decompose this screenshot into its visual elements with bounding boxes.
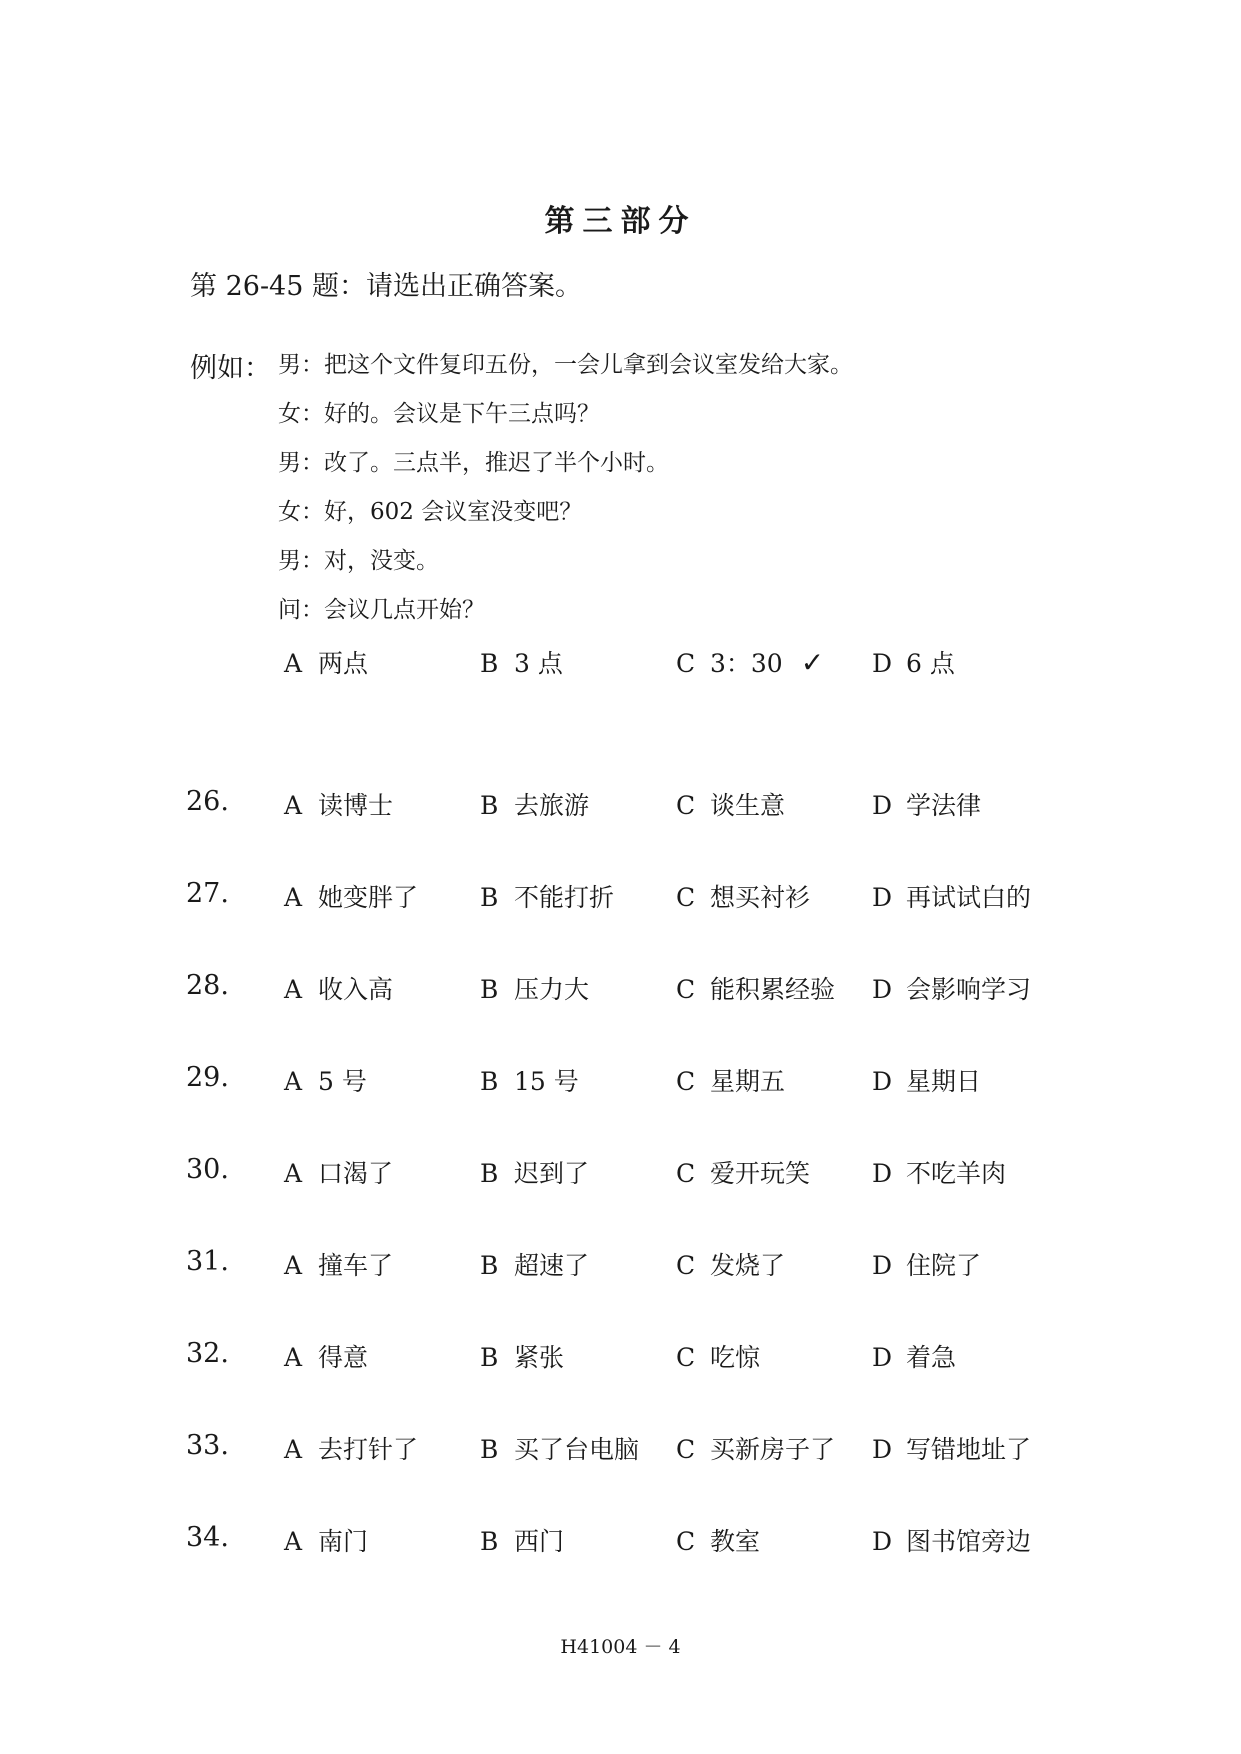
option-letter: D xyxy=(872,791,893,820)
option-text: 星期日 xyxy=(906,1067,982,1096)
option-text: 3：30 xyxy=(710,649,783,678)
option-text: 买新房子了 xyxy=(710,1435,836,1464)
question-list xyxy=(186,786,1086,1614)
option-letter: C xyxy=(676,975,696,1004)
dialogue-line: 女：好，602 会议室没变吧？ xyxy=(278,499,583,525)
option-text: 口渴了 xyxy=(318,1159,394,1188)
option-letter: B xyxy=(480,1435,499,1464)
answer-option-c[interactable] xyxy=(676,1430,835,1466)
answer-option-a[interactable] xyxy=(284,1246,393,1282)
option-letter: C xyxy=(676,1527,696,1556)
answer-option-b[interactable] xyxy=(480,878,614,914)
question-number: 30. xyxy=(186,1154,229,1185)
option-text: 她变胖了 xyxy=(318,883,419,912)
option-letter: C xyxy=(676,649,696,678)
option-text: 能积累经验 xyxy=(710,975,836,1004)
option-text: 发烧了 xyxy=(710,1251,786,1280)
option-text: 爱开玩笑 xyxy=(710,1159,811,1188)
question-row xyxy=(186,1522,1086,1614)
example-option-b[interactable] xyxy=(480,644,563,680)
option-text: 着急 xyxy=(906,1343,957,1372)
option-letter: D xyxy=(872,1251,893,1280)
question-number: 31. xyxy=(186,1246,229,1277)
option-letter: D xyxy=(872,649,893,678)
option-text: 两点 xyxy=(318,649,369,678)
option-letter: D xyxy=(872,975,893,1004)
option-letter: A xyxy=(284,975,303,1004)
option-text: 去打针了 xyxy=(318,1435,419,1464)
question-row xyxy=(186,1062,1086,1154)
example-dialogue xyxy=(278,350,853,644)
option-letter: A xyxy=(284,1251,303,1280)
option-text: 压力大 xyxy=(514,975,590,1004)
question-row xyxy=(186,1430,1086,1522)
option-letter: A xyxy=(284,1527,303,1556)
answer-option-d[interactable] xyxy=(872,1246,981,1282)
option-letter: B xyxy=(480,1251,499,1280)
option-text: 吃惊 xyxy=(710,1343,761,1372)
instruction-text: 第 26-45 题：请选出正确答案。 xyxy=(190,271,583,302)
answer-option-b[interactable] xyxy=(480,1430,639,1466)
option-letter: B xyxy=(480,1343,499,1372)
question-number: 32. xyxy=(186,1338,229,1369)
answer-option-c[interactable] xyxy=(676,786,785,822)
page-footer: H41004 － 4 xyxy=(560,1636,681,1658)
answer-option-c[interactable] xyxy=(676,970,835,1006)
option-text: 紧张 xyxy=(514,1343,565,1372)
question-number: 26. xyxy=(186,786,229,817)
option-text: 住院了 xyxy=(906,1251,982,1280)
dialogue-line: 女：好的。会议是下午三点吗？ xyxy=(278,401,600,427)
option-letter: A xyxy=(284,1159,303,1188)
option-text: 3 点 xyxy=(514,649,563,678)
example-option-a[interactable] xyxy=(284,644,368,680)
option-letter: C xyxy=(676,883,696,912)
option-text: 收入高 xyxy=(318,975,394,1004)
answer-option-c[interactable] xyxy=(676,1338,760,1374)
option-text: 想买衬衫 xyxy=(710,883,811,912)
option-letter: B xyxy=(480,649,499,678)
option-text: 迟到了 xyxy=(514,1159,590,1188)
answer-option-a[interactable] xyxy=(284,1522,368,1558)
option-letter: B xyxy=(480,1159,499,1188)
option-letter: D xyxy=(872,1343,893,1372)
answer-option-a[interactable] xyxy=(284,1062,367,1098)
option-letter: A xyxy=(284,883,303,912)
answer-option-a[interactable] xyxy=(284,1338,368,1374)
option-text: 图书馆旁边 xyxy=(906,1527,1032,1556)
answer-option-a[interactable] xyxy=(284,786,393,822)
dialogue-question: 问：会议几点开始？ xyxy=(278,597,485,623)
option-letter: B xyxy=(480,883,499,912)
option-letter: D xyxy=(872,1067,893,1096)
option-letter: B xyxy=(480,1527,499,1556)
option-text: 6 点 xyxy=(906,649,955,678)
answer-option-d[interactable] xyxy=(872,1154,1006,1190)
option-text: 再试试白的 xyxy=(906,883,1032,912)
question-row xyxy=(186,786,1086,878)
option-letter: D xyxy=(872,1435,893,1464)
question-number: 29. xyxy=(186,1062,229,1093)
option-text: 5 号 xyxy=(318,1067,367,1096)
question-number: 34. xyxy=(186,1522,229,1553)
option-text: 读博士 xyxy=(318,791,394,820)
option-letter: A xyxy=(284,1343,303,1372)
answer-option-a[interactable] xyxy=(284,1430,418,1466)
question-number: 28. xyxy=(186,970,229,1001)
answer-option-b[interactable] xyxy=(480,1154,589,1190)
option-letter: B xyxy=(480,791,499,820)
answer-option-b[interactable] xyxy=(480,1522,564,1558)
answer-option-c[interactable] xyxy=(676,1246,785,1282)
option-text: 星期五 xyxy=(710,1067,786,1096)
option-letter: A xyxy=(284,1435,303,1464)
answer-option-d[interactable] xyxy=(872,1338,956,1374)
answer-option-a[interactable] xyxy=(284,878,418,914)
option-text: 撞车了 xyxy=(318,1251,394,1280)
example-options xyxy=(284,644,1084,678)
option-letter: A xyxy=(284,649,303,678)
answer-option-d[interactable] xyxy=(872,970,1031,1006)
check-mark-icon: ✓ xyxy=(800,646,825,679)
answer-option-b[interactable] xyxy=(480,970,589,1006)
question-row xyxy=(186,1338,1086,1430)
option-letter: D xyxy=(872,1527,893,1556)
question-row xyxy=(186,970,1086,1062)
answer-option-d[interactable] xyxy=(872,1430,1031,1466)
section-title: 第三部分 xyxy=(544,204,697,239)
example-option-d[interactable] xyxy=(872,644,955,680)
answer-option-a[interactable] xyxy=(284,970,393,1006)
option-letter: C xyxy=(676,1251,696,1280)
dialogue-line: 男：把这个文件复印五份，一会儿拿到会议室发给大家。 xyxy=(278,352,853,378)
option-text: 买了台电脑 xyxy=(514,1435,640,1464)
option-text: 15 号 xyxy=(514,1067,579,1096)
option-letter: A xyxy=(284,791,303,820)
option-text: 谈生意 xyxy=(710,791,786,820)
option-text: 学法律 xyxy=(906,791,982,820)
dialogue-line: 男：改了。三点半，推迟了半个小时。 xyxy=(278,450,669,476)
answer-option-d[interactable] xyxy=(872,878,1031,914)
answer-option-d[interactable] xyxy=(872,786,981,822)
option-text: 南门 xyxy=(318,1527,369,1556)
question-row xyxy=(186,1154,1086,1246)
question-row xyxy=(186,1246,1086,1338)
answer-option-c[interactable] xyxy=(676,1522,760,1558)
option-text: 不能打折 xyxy=(514,883,615,912)
question-row xyxy=(186,878,1086,970)
answer-option-d[interactable] xyxy=(872,1522,1031,1558)
option-text: 会影响学习 xyxy=(906,975,1032,1004)
option-text: 写错地址了 xyxy=(906,1435,1032,1464)
answer-option-c[interactable] xyxy=(676,1154,810,1190)
option-text: 超速了 xyxy=(514,1251,590,1280)
answer-option-c[interactable] xyxy=(676,878,810,914)
example-option-c[interactable] xyxy=(676,644,824,680)
answer-option-a[interactable] xyxy=(284,1154,393,1190)
option-letter: D xyxy=(872,1159,893,1188)
option-letter: B xyxy=(480,1067,499,1096)
option-text: 不吃羊肉 xyxy=(906,1159,1007,1188)
answer-option-d[interactable] xyxy=(872,1062,981,1098)
answer-option-b[interactable] xyxy=(480,1338,564,1374)
option-letter: C xyxy=(676,1067,696,1096)
option-letter: C xyxy=(676,1159,696,1188)
option-text: 得意 xyxy=(318,1343,369,1372)
option-letter: C xyxy=(676,791,696,820)
option-text: 西门 xyxy=(514,1527,565,1556)
option-text: 去旅游 xyxy=(514,791,590,820)
example-label: 例如： xyxy=(190,353,271,384)
answer-option-c[interactable] xyxy=(676,1062,785,1098)
option-letter: C xyxy=(676,1343,696,1372)
option-letter: B xyxy=(480,975,499,1004)
answer-option-b[interactable] xyxy=(480,786,589,822)
question-number: 27. xyxy=(186,878,229,909)
question-number: 33. xyxy=(186,1430,229,1461)
dialogue-line: 男：对，没变。 xyxy=(278,548,439,574)
option-letter: A xyxy=(284,1067,303,1096)
answer-option-b[interactable] xyxy=(480,1062,579,1098)
option-letter: D xyxy=(872,883,893,912)
option-text: 教室 xyxy=(710,1527,761,1556)
answer-option-b[interactable] xyxy=(480,1246,589,1282)
option-letter: C xyxy=(676,1435,696,1464)
